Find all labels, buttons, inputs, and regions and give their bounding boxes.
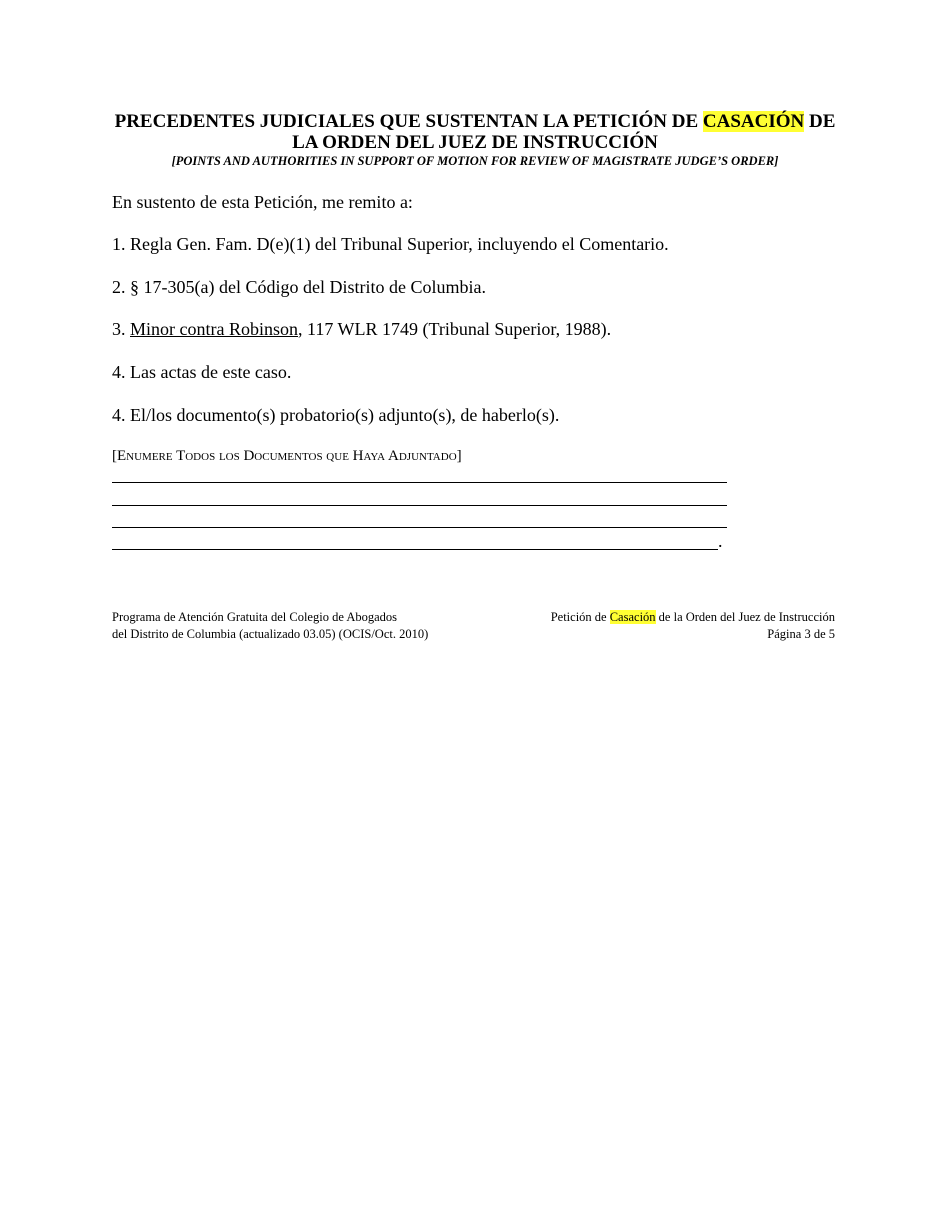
title-text-end: DE (804, 111, 836, 132)
title-text-start: PRECEDENTES JUDICIALES QUE SUSTENTAN LA PETICIÓN DE (114, 111, 703, 132)
footer-title-start: Petición de (550, 610, 610, 624)
intro-paragraph: En sustento de esta Petición, me remito a: (112, 192, 413, 212)
footer-program-line-2: del Distrito de Columbia (actualizado 03.05) (OCIS/Oct. 2010) (112, 626, 429, 641)
attachment-blank-line-2[interactable] (112, 505, 727, 506)
authority-item-5: 4. El/los documento(s) probatorio(s) adjunto(s), de haberlo(s). (112, 405, 560, 425)
footer-title-end: de la Orden del Juez de Instrucción (655, 610, 835, 624)
page-number: Página 3 de 5 (767, 626, 835, 641)
authority-item-1: 1. Regla Gen. Fam. D(e)(1) del Tribunal Superior, incluyendo el Comentario. (112, 234, 669, 254)
case-citation: , 117 WLR 1749 (Tribunal Superior, 1988). (298, 319, 612, 339)
document-title (100, 111, 850, 169)
footer-document-info (551, 609, 835, 642)
authority-item-4: 4. Las actas de este caso. (112, 362, 292, 382)
authority-item-3 (112, 319, 611, 339)
attachment-blank-line-3[interactable] (112, 527, 727, 528)
authority-item-2: 2. § 17-305(a) del Código del Distrito de Columbia. (112, 277, 486, 297)
title-highlight-casacion: CASACIÓN (702, 111, 805, 132)
title-line-2: LA ORDEN DEL JUEZ DE INSTRUCCIÓN (292, 132, 658, 153)
case-name: Minor contra Robinson (130, 319, 298, 339)
attachment-blank-line-4[interactable] (112, 549, 718, 550)
footer-program-line-1: Programa de Atención Gratuita del Colegio de Abogados (112, 610, 398, 624)
footer-document-title (551, 609, 835, 626)
attachment-blank-line-1[interactable] (112, 482, 727, 483)
title-line-1 (100, 111, 850, 132)
footer-highlight-casacion: Casación (609, 610, 656, 624)
blank-lines-period: . (718, 531, 723, 551)
authority-item-3-number: 3. (112, 319, 130, 339)
title-english-subtitle: [POINTS AND AUTHORITIES IN SUPPORT OF MOTION FOR REVIEW OF MAGISTRATE JUDGE’S ORDER] (171, 154, 779, 168)
attachments-instruction: [Enumere Todos los Documentos que Haya Adjuntado] (112, 448, 462, 464)
footer-program-info (112, 609, 428, 642)
